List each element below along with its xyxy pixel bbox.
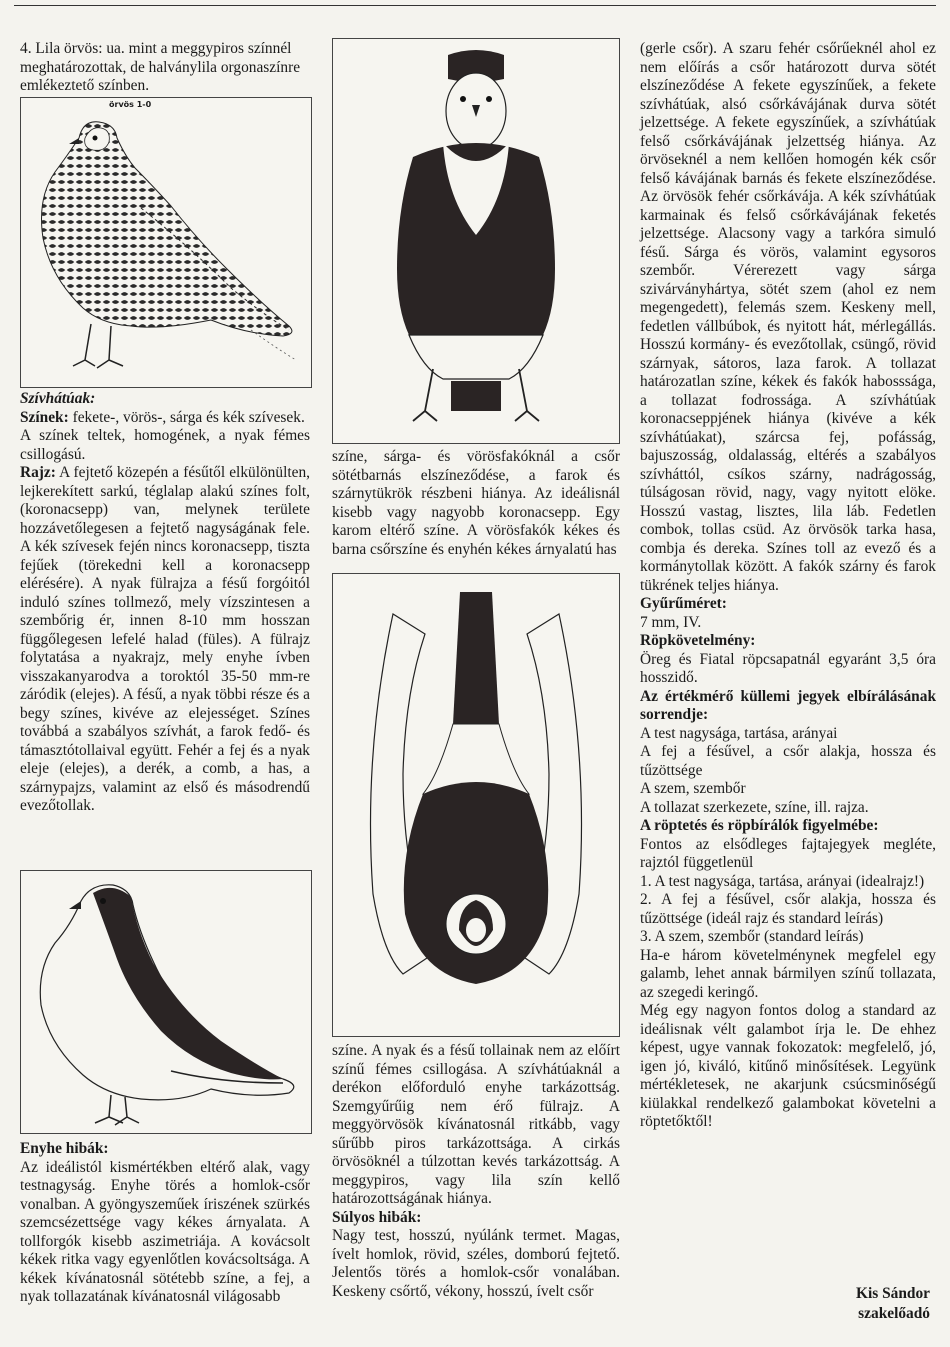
middle-paragraph-2: színe. A nyak és a fésű tollainak nem az előírt színű fémes csillogása. A szívhátúaknál a derékon előforduló enyhe tarkázottság. Szemgyűrűig nem érő fülrajz. A meggyörvösök kívánatosnál ritkább, vagy sűrűbb piros tarkázottsága. A cirkás örvösöknél a túlzottan kevés tarkázottság. A meggypiros, vagy lila szín kellő határozottságának hiánya. xyxy=(332,1042,620,1207)
middle-text-2 xyxy=(332,1042,620,1301)
pigeon-front-illustration xyxy=(333,39,619,443)
figure-pigeon-profile xyxy=(20,870,312,1134)
ropkovetelmeny-title: Röpkövetelmény: xyxy=(640,632,756,649)
ertekmero-item: A tollazat szerkezete, színe, ill. rajza. xyxy=(640,798,869,816)
middle-text-1 xyxy=(332,448,620,559)
section-title-szivhatuak: Szívhátúak: xyxy=(20,390,96,407)
szinek-label: Színek: xyxy=(20,408,69,426)
roptetes-title: A röptetés és röpbírálók figyelmébe: xyxy=(640,817,879,834)
figure-caption: örvös 1-0 xyxy=(109,100,152,109)
enyhe-hibak-title: Enyhe hibák: xyxy=(20,1140,109,1157)
enyhe-hibak-text: Az ideálistól kismértékben eltérő alak, vagy testnagyság. Enyhe törés a homlok-csőr vonalban. A gyöngyszeműek íriszének szürkés szemcsézettsége vagy kékes árnyalata. A tollforgók kisebb aszimetriája. A kovácsolt kékek ritka vagy egyenlőtlen kovácsoltsága. A kékek kívánatosnál sötétebb színe, a fej, a nyak tollazatának kívánatosnál világosabb xyxy=(20,1158,310,1305)
roptetes-item: 2. A fej a fésűvel, csőr alakja, hossza és tűzöttsége (ideál rajz és standard leírás) xyxy=(640,891,936,927)
sulyos-hibak-text: Nagy test, hosszú, nyúlánk termet. Magas, ívelt homlok, rövid, széles, domború fejtető. Jelentős törés a homlok-csőr vonalában. Keskeny csőrtő, vékony, hosszú, ívelt csőr xyxy=(332,1227,620,1300)
enyhe-hibak-section xyxy=(20,1140,310,1307)
rajz-label: Rajz: xyxy=(20,464,56,481)
ertekmero-item: A fej a fésűvel, a csőr alakja, hossza és tűzöttsége xyxy=(640,743,936,779)
ertekmero-item: A test nagysága, tartása, arányai xyxy=(640,724,838,742)
figure-pigeon-side xyxy=(20,97,312,388)
roptetes-item: 3. A szem, szembőr (standard leírás) xyxy=(640,928,864,945)
intro-paragraph xyxy=(20,40,310,96)
rajz-paragraph xyxy=(20,464,310,816)
header-rule xyxy=(14,5,936,6)
szinek-paragraph-2: A színek teltek, homogének, a nyak fémes csillogású. xyxy=(20,427,310,463)
ropkovetelmeny-text: Öreg és Fiatal röpcsapatnál egyaránt 3,5 óra hosszidő. xyxy=(640,650,936,686)
szinek-text: fekete-, vörös-, sárga és kék szívesek. xyxy=(68,408,305,426)
author-name: Kis Sándor xyxy=(856,1285,930,1302)
szinek-paragraph xyxy=(20,409,310,428)
right-text-block xyxy=(640,40,936,1132)
sulyos-hibak-title: Súlyos hibák: xyxy=(332,1208,422,1226)
gyurumeret-value: 7 mm, IV. xyxy=(640,613,702,631)
pigeon-profile-illustration xyxy=(21,871,311,1133)
ertekmero-item: A szem, szembőr xyxy=(640,780,746,797)
roptetes-text-2: Még egy nagyon fontos dolog a standard az ideálisnak vélt galambot írja le. De ehhez képest, ugye vannak fokozatok: megfelelő, jó, igen jó, kiváló, kitűnő minősítések. Legyünk mértékletesek, ne akarjunk csúcsminőségű kiülakkal rendelkező galambokat követelni a röptetőktől! xyxy=(640,1002,936,1130)
roptetes-intro: Fontos az elsődleges fajtajegyek megléte, rajztól függetlenül xyxy=(640,835,936,871)
middle-paragraph-1: színe, sárga- és vörösfakóknál a csőr sötétbarnás elszíneződése, a farok és szárnytükrök részbeni hiánya. Az ideálisnál kisebb vagy nagyobb koronacsepp. Egy karom eltérő színe. A vörösfakók kékes és barna csőrszíne és enyhén kékes árnyalatú has xyxy=(332,448,620,558)
author-signature xyxy=(640,1284,930,1324)
roptetes-text-1: Ha-e három követelménynek megfelel egy galamb, lehet annak bármilyen színű tollazata, az szegedi keringő. xyxy=(640,946,936,1001)
figure-pigeon-top xyxy=(332,573,620,1037)
roptetes-item: 1. A test nagysága, tartása, arányai (idealrajz!) xyxy=(640,872,925,890)
pigeon-side-illustration xyxy=(21,98,311,387)
author-role: szakelőadó xyxy=(858,1305,930,1322)
intro-text: 4. Lila örvös: ua. mint a meggypiros színnél meghatározottak, de halványlila orgonaszínre emlékeztető színben. xyxy=(20,40,301,94)
szivhatuak-section xyxy=(20,390,310,816)
gyurumeret-title: Gyűrűméret: xyxy=(640,595,727,612)
ertekmero-title: Az értékmérő küllemi jegyek elbírálásának sorrendje: xyxy=(640,687,936,723)
pigeon-top-illustration xyxy=(333,574,619,1036)
right-paragraph-1: (gerle csőr). A szaru fehér csőrűeknél ahol ez nem előírás a csőr határozott durva sötét elszíneződése A fekete egyszínűek, a fekete szívhátúak, alsó csőrkávájának durva sötét jelzettsége. A fekete egyszínűek, a szívhátúak felső csőrkávájának jelzettség hiánya. Az örvöseknél a nem kellően homogén kék csőr felső kávájának barnás és fekete elszíneződése. Az örvösök fehér csőrkávája. A kék szívhátúak karmainak és felső csőrkávájának feketés jelzettsége. Alacsony vagy a tarkóra simuló fésű. Sárga és vörös, valamint egysoros szembőr. Vérerezett vagy sárga szivárványhártya, sötét szem (ahol ez nem megengedett), felemás szem. Keskeny mell, fedetlen vállbúbok, és nyitott hát, mérlegállás. Hosszú kormány- és evezőtollak, csüngő, rövid szárnyak, sátoros, laza farok. A tollazat határozatlan színe, kékek és fakók habosssága, a tollazat fodrossága. A szívhátúak koronacseppjének hiánya (kivéve a kék szívhátúakat), szárcsa fej, pofásság, bajuszosság, oldalasság, eltérés a szabályos szívháttól, csíkos szárny, nadrágosság, túlságosan rövid, nagy, vagy nyitott elöke. Hosszú vastag, lisztes, lila láb. Fedetlen combok, tollas csüd. Az örvösök tarka hasa, combja és dereka. Színes toll az evező és a kormánytollak között. A fakók szárny és farok tükrének teljes hiánya. xyxy=(640,40,936,594)
rajz-text: A fejtető közepén a fésűtől elkülönülten, lejkerekített sarkú, téglalap alakú színes folt, (koronacsepp) van, melynek területe hozzávetőlegesen a fejtető nagyságának fele. A kék szívesek fején nincs koronacsepp, tiszta fejűek (törekedni kell a koronacsepp elérésére). A nyak fülrajza a fésű forgóitól induló színes tollmező, mely vízszintesen a szembőrig ér, innen 8-10 mm hosszan függőlegesen lefelé halad (füles). A fülrajz folytatása a nyakrajz, mely enyhe ívben visszakanyarodva a toroktól 35-50 mm-re záródik (elejes). A fésű, a nyak többi része és a begy színes, kivéve az elejességet. Színes továbbá a szabályos szívhát, a farok fedő- és támasztótollaival együtt. Fehér a fej és a nyak eleje (elejes), a derék, a comb, a has, a szárnypajzs, valamint az első és másodrendű evezőtollak. xyxy=(20,464,310,814)
figure-pigeon-front xyxy=(332,38,620,444)
